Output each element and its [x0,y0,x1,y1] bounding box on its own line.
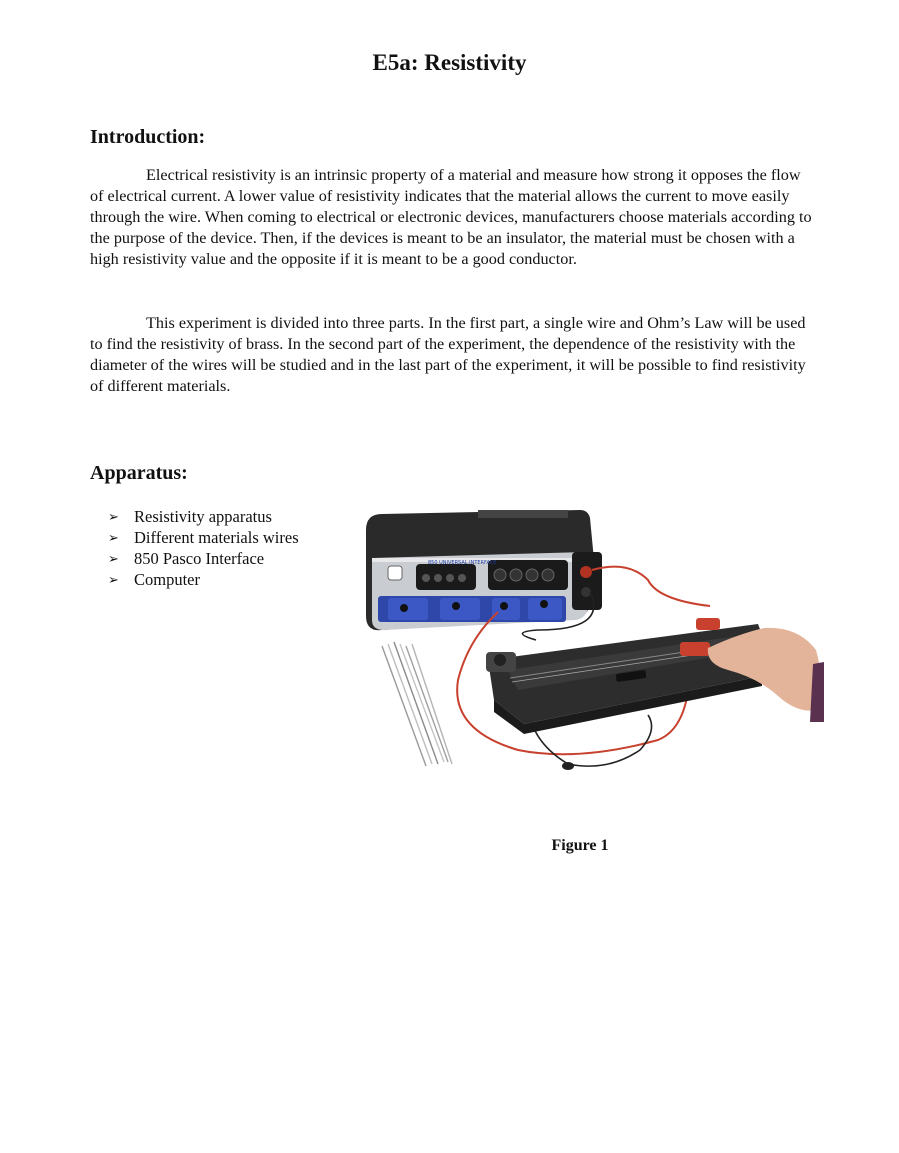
resistivity-apparatus-icon [486,618,768,734]
wires-bundle-icon [382,642,452,766]
introduction-paragraph-1: Electrical resistivity is an intrinsic property of a material and measure how strong it opposes the flow of electrical current. A lower value of resistivity indicates that the material allows the current to move easily through the wire. When coming to electrical or electronic devices, manufacturers choose materials according to the purpose of the device. Then, if the devices is meant to be an insulator, the material must be chosen with a high resistivity value and the opposite if it is meant to be a good conductor. [90,166,812,268]
arrow-bullet-icon: ➢ [108,530,119,545]
list-item [108,548,299,569]
interface-label: 850 UNIVERSAL INTERFACE [428,560,497,566]
list-item-label: Computer [134,570,200,589]
page-title: E5a: Resistivity [372,50,527,75]
apparatus-heading: Apparatus: [90,462,188,484]
list-item [108,569,299,590]
arrow-bullet-icon: ➢ [108,572,119,587]
arrow-bullet-icon: ➢ [108,551,119,566]
introduction-heading: Introduction: [90,126,206,148]
apparatus-figure [358,500,824,775]
list-item-label: Resistivity apparatus [134,507,272,526]
apparatus-photo [358,500,824,775]
figure-caption: Figure 1 [551,837,609,854]
list-item [108,527,299,548]
apparatus-list [108,506,299,590]
list-item-label: 850 Pasco Interface [134,549,265,568]
list-item-label: Different materials wires [134,528,299,547]
list-item [108,506,299,527]
arrow-bullet-icon: ➢ [108,509,119,524]
pasco-interface-icon [366,510,602,630]
introduction-paragraph-2: This experiment is divided into three parts. In the first part, a single wire and Ohm’s Law will be used to find the resistivity of brass. In the second part of the experiment, the dependence of the resistivity with the diameter of the wires will be studied and in the last part of the experiment, it will be possible to find resistivity of different materials. [90,314,806,395]
